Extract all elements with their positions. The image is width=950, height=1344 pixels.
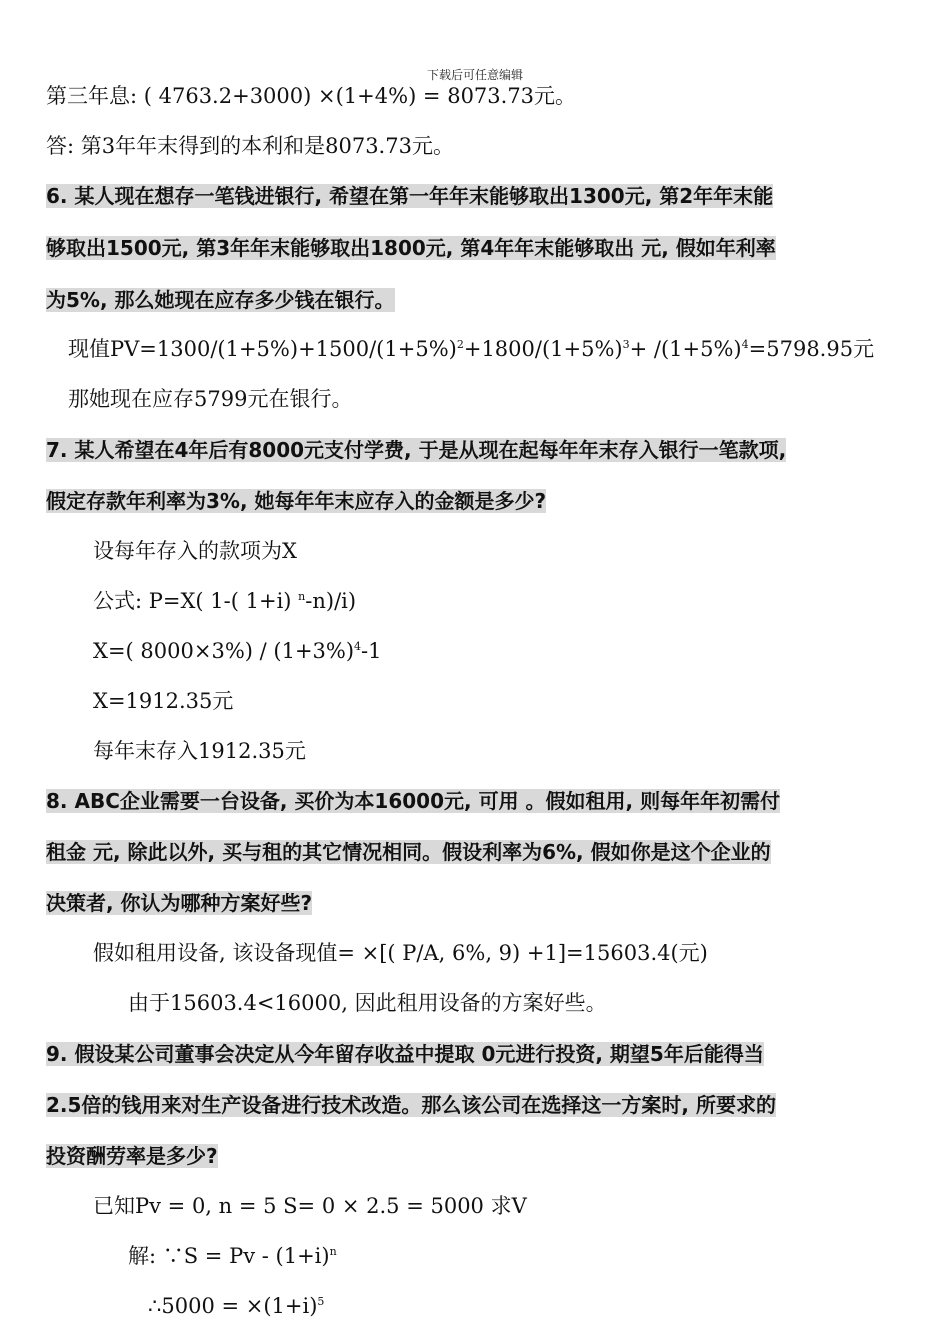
page-header: 下载后可任意编辑 — [426, 68, 523, 82]
q7-result: X=1912.35元 — [93, 689, 234, 713]
q6-question-line-3: 为5%, 那么她现在应存多少钱在银行。 — [46, 288, 395, 312]
q7-let-statement: 设每年存入的款项为X — [93, 539, 297, 563]
q8-question-line-3: 决策者, 你认为哪种方案好些? — [46, 891, 313, 915]
q9-question-line-2: 2.5倍的钱用来对生产设备进行技术改造。那么该公司在选择这一方案时, 所要求的 — [46, 1093, 776, 1117]
q6-answer: 那她现在应存5799元在银行。 — [68, 387, 353, 411]
q6-question-line-2: 够取出1500元, 第3年年末能够取出1800元, 第4年年末能够取出 元, 假如年利率 — [46, 236, 776, 260]
q5-third-year-interest: 第三年息: ( 4763.2+3000) ×(1+4%) = 8073.73元。 — [46, 84, 577, 108]
q8-rent-present-value: 假如租用设备, 该设备现值= ×[( P/A, 6%, 9) +1]=15603.4(元) — [93, 941, 708, 965]
q6-present-value-formula: 现值$PV=1300/(1+5\%)+1500/(1+5\%)^2+1800/(1+5\%)^3+ /(1+5\%)^4=5798.95$元 — [68, 337, 875, 361]
q7-formula: 公式: P=X( 1-( 1+i) $^n$-n)/i) — [93, 589, 357, 613]
q9-question-line-1: 9. 假设某公司董事会决定从今年留存收益中提取 0元进行投资, 期望5年后能得当 — [46, 1042, 764, 1066]
q9-solution-step-1: 解: ∵S = $Pv - (1+i)^n$ — [128, 1244, 337, 1268]
q9-solution-step-2: ∴5000 = $\times(1+i)^5$ — [148, 1294, 325, 1318]
q7-answer: 每年末存入1912.35元 — [93, 739, 306, 763]
q7-question-line-2: 假定存款年利率为3%, 她每年年末应存入的金额是多少? — [46, 489, 547, 513]
q7-question-line-1: 7. 某人希望在4年后有8000元支付学费, 于是从现在起每年年末存入银行一笔款项, — [46, 438, 787, 462]
q8-question-line-2: 租金 元, 除此以外, 买与租的其它情况相同。假设利率为6%, 假如你是这个企业的 — [46, 840, 771, 864]
q9-question-line-3: 投资酬劳率是多少? — [46, 1144, 218, 1168]
q9-known-values: 已知Pv = 0, n = 5 S= 0 × 2.5 = 5000 求V — [93, 1194, 527, 1218]
q7-calculation: X=( $8000\times 3\%) / (1+3\%)^4-1$ — [93, 639, 382, 663]
q8-question-line-1: 8. ABC企业需要一台设备, 买价为本16000元, 可用 。假如租用, 则每年年初需付 — [46, 789, 781, 813]
q5-answer: 答: 第3年年末得到的本利和是8073.73元。 — [46, 134, 454, 158]
q8-conclusion: 由于15603.4<16000, 因此租用设备的方案好些。 — [128, 991, 607, 1015]
q6-question-line-1: 6. 某人现在想存一笔钱进银行, 希望在第一年年末能够取出1300元, 第2年年末能 — [46, 184, 774, 208]
